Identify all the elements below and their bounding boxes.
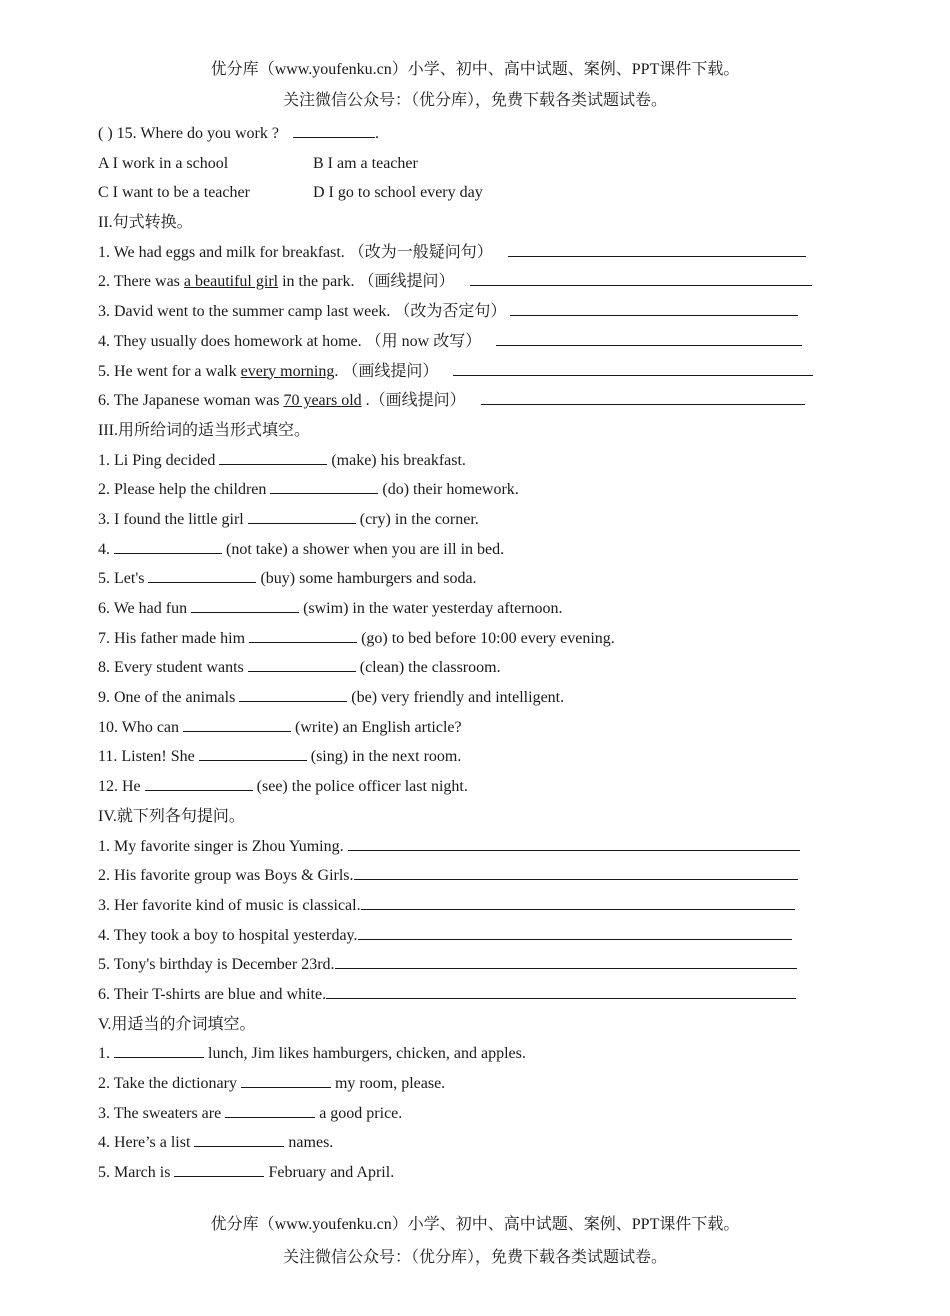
s2-item-2: 2. There was a beautiful girl in the park. （画线提问） [98, 267, 858, 297]
s4-item-5: 5. Tony's birthday is December 23rd. [98, 950, 858, 980]
s3-item-8: 8. Every student wants (clean) the classroom. [98, 653, 858, 683]
header-line-2: 关注微信公众号：（优分库），免费下载各类试题试卷。 [282, 92, 667, 109]
fill-in-blank[interactable] [174, 1159, 264, 1177]
fill-in-blank[interactable] [114, 1040, 204, 1058]
s3-item-1: 1. Li Ping decided (make) his breakfast. [98, 446, 858, 476]
answer-line[interactable] [335, 951, 797, 969]
answer-line[interactable] [508, 239, 806, 257]
underlined-phrase: 70 years old [283, 392, 362, 410]
worksheet-content [98, 119, 858, 1188]
option-d: D I go to school every day [313, 184, 483, 202]
s3-item-3: 3. I found the little girl (cry) in the corner. [98, 505, 858, 535]
option-b: B I am a teacher [313, 154, 418, 172]
s2-item-6: 6. The Japanese woman was 70 years old .（画线提问） [98, 386, 858, 416]
answer-line[interactable] [361, 892, 795, 910]
s5-item-5: 5. March is February and April. [98, 1158, 858, 1188]
fill-in-blank[interactable] [199, 743, 307, 761]
answer-line[interactable] [358, 922, 792, 940]
s5-item-4: 4. Here’s a list names. [98, 1128, 858, 1158]
fill-in-blank[interactable] [270, 476, 378, 494]
s5-item-3: 3. The sweaters are a good price. [98, 1099, 858, 1129]
section-5-title: V.用适当的介词填空。 [98, 1015, 256, 1033]
s3-item-10: 10. Who can (write) an English article? [98, 713, 858, 743]
s2-item-1: 1. We had eggs and milk for breakfast. （改为一般疑问句） [98, 238, 858, 268]
s3-item-5: 5. Let's (buy) some hamburgers and soda. [98, 564, 858, 594]
fill-in-blank[interactable] [194, 1129, 284, 1147]
section-3-title: III.用所给词的适当形式填空。 [98, 421, 310, 439]
s2-item-5: 5. He went for a walk every morning. （画线提问） [98, 357, 858, 387]
fill-in-blank[interactable] [241, 1070, 331, 1088]
fill-in-blank[interactable] [248, 506, 356, 524]
s4-item-6: 6. Their T-shirts are blue and white. [98, 980, 858, 1010]
fill-in-blank[interactable] [225, 1100, 315, 1118]
s4-item-1: 1. My favorite singer is Zhou Yuming. [98, 832, 858, 862]
s3-item-7: 7. His father made him (go) to bed before 10:00 every evening. [98, 624, 858, 654]
header-line-1: 优分库（www.youfenku.cn）小学、初中、高中试题、案例、PPT课件下载。 [210, 61, 740, 78]
section-3-items [98, 446, 858, 802]
s5-item-1: 1. lunch, Jim likes hamburgers, chicken, and apples. [98, 1039, 858, 1069]
footer-line-1: 优分库（www.youfenku.cn）小学、初中、高中试题、案例、PPT课件下载。 [210, 1216, 740, 1233]
s3-item-6: 6. We had fun (swim) in the water yesterday afternoon. [98, 594, 858, 624]
fill-in-blank[interactable] [183, 714, 291, 732]
section-5-items [98, 1039, 858, 1187]
s4-item-2: 2. His favorite group was Boys & Girls. [98, 861, 858, 891]
fill-in-blank[interactable] [145, 773, 253, 791]
fill-in-blank[interactable] [148, 565, 256, 583]
s4-item-4: 4. They took a boy to hospital yesterday. [98, 921, 858, 951]
s2-item-3: 3. David went to the summer camp last week. （改为否定句） [98, 297, 858, 327]
option-a: A I work in a school [98, 154, 229, 172]
s4-item-3: 3. Her favorite kind of music is classical. [98, 891, 858, 921]
s2-item-4: 4. They usually does homework at home. （用 now 改写） [98, 327, 858, 357]
s3-item-11: 11. Listen! She (sing) in the next room. [98, 742, 858, 772]
section-4-title: IV.就下列各句提问。 [98, 807, 245, 825]
answer-line[interactable] [510, 298, 798, 316]
s5-item-2: 2. Take the dictionary my room, please. [98, 1069, 858, 1099]
answer-line[interactable] [326, 981, 796, 999]
s3-item-9: 9. One of the animals (be) very friendly and intelligent. [98, 683, 858, 713]
question-15-options-ab [98, 149, 858, 179]
fill-in-blank[interactable] [219, 447, 327, 465]
fill-in-blank[interactable] [249, 625, 357, 643]
s3-item-2: 2. Please help the children (do) their homework. [98, 475, 858, 505]
underlined-phrase: every morning [240, 362, 335, 380]
answer-line[interactable] [496, 328, 802, 346]
fill-in-blank[interactable] [191, 595, 299, 613]
question-15: ( ) 15. Where do you work ? . [98, 119, 858, 149]
s3-item-12: 12. He (see) the police officer last night. [98, 772, 858, 802]
answer-line[interactable] [453, 358, 813, 376]
answer-line[interactable] [481, 387, 805, 405]
question-15-options-cd [98, 178, 858, 208]
fill-in-blank[interactable] [248, 654, 356, 672]
s3-item-4: 4. (not take) a shower when you are ill in bed. [98, 535, 858, 565]
question-15-blank[interactable] [293, 120, 375, 138]
option-c: C I want to be a teacher [98, 184, 250, 202]
answer-line[interactable] [348, 833, 800, 851]
underlined-phrase: a beautiful girl [183, 273, 279, 291]
answer-line[interactable] [354, 862, 798, 880]
fill-in-blank[interactable] [114, 536, 222, 554]
fill-in-blank[interactable] [239, 684, 347, 702]
answer-line[interactable] [470, 268, 812, 286]
section-2-title: II.句式转换。 [98, 214, 193, 232]
footer-line-2: 关注微信公众号：（优分库），免费下载各类试题试卷。 [282, 1249, 667, 1266]
question-15-stem: ( ) 15. Where do you work ? [98, 125, 279, 142]
